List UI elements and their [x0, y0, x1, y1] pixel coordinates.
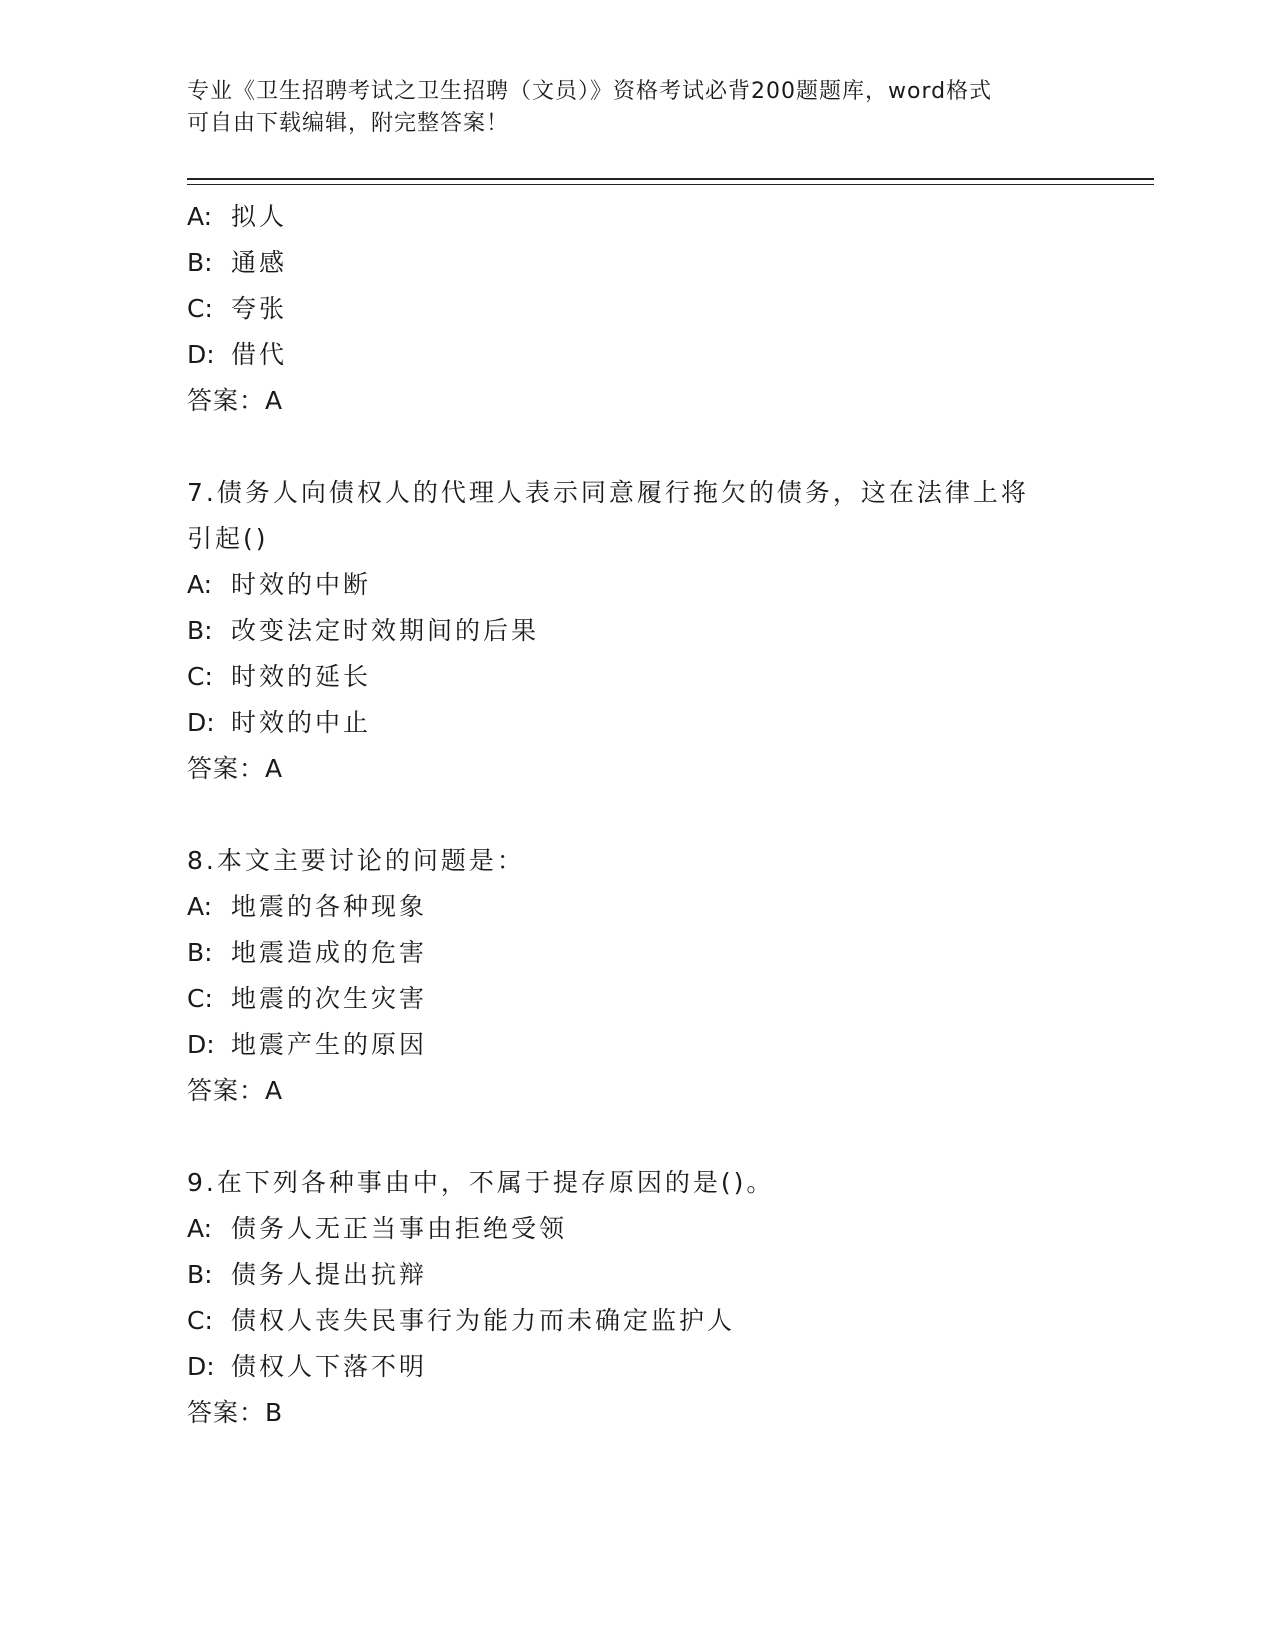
- option-b: B: 通感: [187, 248, 288, 277]
- option-a: A: 地震的各种现象: [187, 892, 428, 921]
- header-line-1: 专业《卫生招聘考试之卫生招聘（文员）》资格考试必背200题题库，word格式: [187, 79, 993, 104]
- header-rule-thin: [187, 184, 1154, 185]
- option-a: A: 债务人无正当事由拒绝受领: [187, 1214, 568, 1243]
- option-b: B: 债务人提出抗辩: [187, 1260, 428, 1289]
- option-a: A: 时效的中断: [187, 570, 372, 599]
- question-list: [187, 194, 1087, 1436]
- question-text-continued: 引起(): [187, 524, 269, 553]
- answer: 答案：A: [187, 386, 284, 415]
- question-9: [187, 1160, 1087, 1436]
- option-a: A: 拟人: [187, 202, 288, 231]
- answer: 答案：A: [187, 1076, 284, 1105]
- option-c: C: 地震的次生灾害: [187, 984, 428, 1013]
- option-c: C: 债权人丧失民事行为能力而未确定监护人: [187, 1306, 736, 1335]
- question-7: [187, 470, 1087, 792]
- question-text: 7.债务人向债权人的代理人表示同意履行拖欠的债务，这在法律上将: [187, 478, 1029, 507]
- option-b: B: 改变法定时效期间的后果: [187, 616, 540, 645]
- option-d: D: 地震产生的原因: [187, 1030, 428, 1059]
- question-text: 9.在下列各种事由中，不属于提存原因的是()。: [187, 1168, 775, 1197]
- question-text: 8.本文主要讨论的问题是：: [187, 846, 525, 875]
- question-6-continuation: [187, 194, 1087, 424]
- header-rule-thick: [187, 178, 1154, 180]
- option-d: D: 时效的中止: [187, 708, 372, 737]
- option-c: C: 时效的延长: [187, 662, 372, 691]
- option-b: B: 地震造成的危害: [187, 938, 428, 967]
- header-line-2: 可自由下载编辑，附完整答案！: [187, 111, 510, 136]
- question-8: [187, 838, 1087, 1114]
- document-header: [187, 76, 1067, 140]
- option-d: D: 借代: [187, 340, 288, 369]
- option-d: D: 债权人下落不明: [187, 1352, 428, 1381]
- answer: 答案：A: [187, 754, 284, 783]
- option-c: C: 夸张: [187, 294, 288, 323]
- answer: 答案：B: [187, 1398, 284, 1427]
